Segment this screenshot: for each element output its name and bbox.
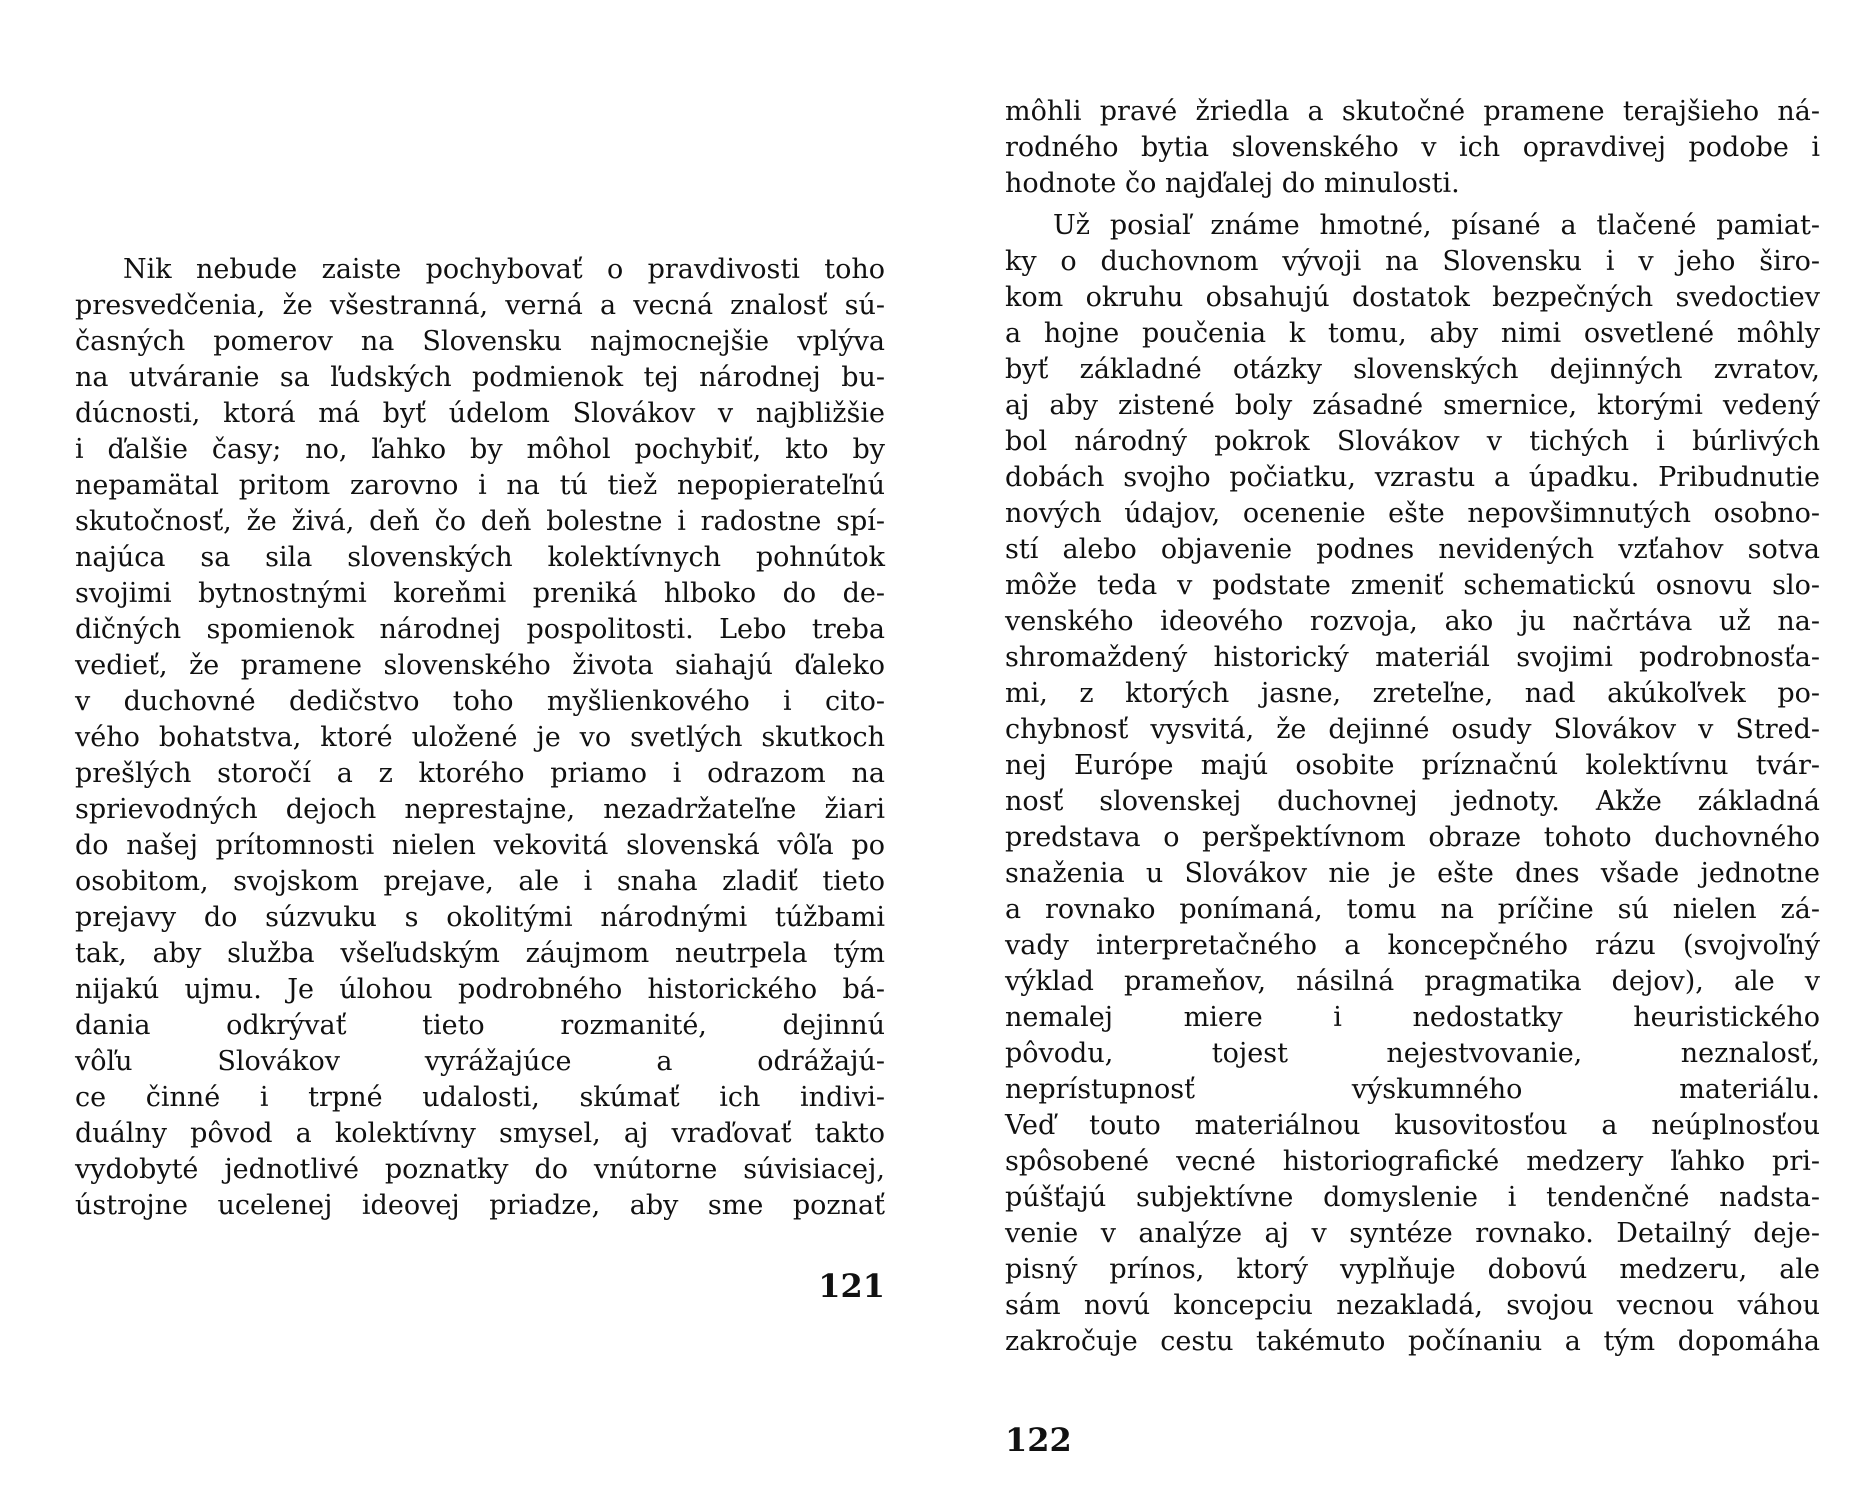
text-line: nej Európe majú osobite príznačnú kolektívnu tvár- <box>1005 750 1820 781</box>
text-line: prejavy do súzvuku s okolitými národnými túžbami <box>75 902 885 933</box>
text-line: kom okruhu obsahujú dostatok bezpečných svedoctiev <box>1005 282 1820 313</box>
text-line: osobitom, svojskom prejave, ale i snaha zladiť tieto <box>75 866 885 897</box>
text-line: nemalej miere i nedostatky heuristického <box>1005 1002 1820 1033</box>
text-line: shromaždený historický materiál svojimi podrobnosťa- <box>1005 642 1820 673</box>
text-line: nosť slovenskej duchovnej jednoty. Akže základná <box>1005 786 1820 817</box>
right-page-text <box>1005 94 1820 1360</box>
text-line: pisný prínos, ktorý vyplňuje dobovú medzeru, ale <box>1005 1254 1820 1285</box>
text-line: presvedčenia, že všestranná, verná a vecná znalosť sú- <box>75 290 885 321</box>
text-line: byť základné otázky slovenských dejinných zvratov, <box>1005 354 1820 385</box>
text-line: spôsobené vecné historiografické medzery ľahko pri- <box>1005 1146 1820 1177</box>
text-line: do našej prítomnosti nielen vekovitá slovenská vôľa po <box>75 830 885 861</box>
text-line: pôvodu, tojest nejestvovanie, neznalosť, <box>1005 1038 1820 1069</box>
text-line: hodnote čo najďalej do minulosti. <box>1005 168 1460 199</box>
text-line: Už posiaľ známe hmotné, písané a tlačené pamiat- <box>1053 210 1820 241</box>
text-line: zakročuje cestu takémuto počínaniu a tým dopomáha <box>1005 1326 1820 1357</box>
text-line: ústrojne ucelenej ideovej priadze, aby sme poznať <box>75 1190 885 1221</box>
text-line: snaženia u Slovákov nie je ešte dnes všade jednotne <box>1005 858 1820 889</box>
text-line: vého bohatstva, ktoré uložené je vo svetlých skutkoch <box>75 722 885 753</box>
text-line: vôľu Slovákov vyrážajúce a odrážajú- <box>75 1046 885 1077</box>
text-line: dúcnosti, ktorá má byť údelom Slovákov v najbližšie <box>75 398 885 429</box>
text-line: Nik nebude zaiste pochybovať o pravdivosti toho <box>123 254 885 285</box>
text-line: a rovnako ponímaná, tomu na príčine sú nielen zá- <box>1005 894 1820 925</box>
text-line: sprievodných dejoch neprestajne, nezadržateľne žiari <box>75 794 885 825</box>
text-line: svojimi bytnostnými koreňmi preniká hlboko do de- <box>75 578 885 609</box>
text-line: sám novú koncepciu nezakladá, svojou vecnou váhou <box>1005 1290 1820 1321</box>
text-line: a hojne poučenia k tomu, aby nimi osvetlené môhly <box>1005 318 1820 349</box>
page-number: 122 <box>1005 1421 1072 1459</box>
text-line: duálny pôvod a kolektívny smysel, aj vraďovať takto <box>75 1118 885 1149</box>
text-line: aj aby zistené boly zásadné smernice, ktorými vedený <box>1005 390 1820 421</box>
text-line: dičných spomienok národnej pospolitosti. Lebo treba <box>75 614 885 645</box>
text-line: na utváranie sa ľudských podmienok tej národnej bu- <box>75 362 885 393</box>
text-line: môhli pravé žriedla a skutočné pramene terajšieho ná- <box>1005 96 1820 127</box>
text-line: nepamätal pritom zarovno i na tú tiež nepopierateľnú <box>75 470 885 501</box>
text-line: dobách svojho počiatku, vzrastu a úpadku. Pribudnutie <box>1005 462 1820 493</box>
page-number: 121 <box>818 1267 885 1305</box>
text-line: predstava o peršpektívnom obraze tohoto duchovného <box>1005 822 1820 853</box>
text-line: ky o duchovnom vývoji na Slovensku i v jeho širo- <box>1005 246 1820 277</box>
text-line: Veď touto materiálnou kusovitosťou a neúplnosťou <box>1005 1110 1820 1141</box>
text-line: nijakú ujmu. Je úlohou podrobného historického bá- <box>75 974 885 1005</box>
text-line: najúca sa sila slovenských kolektívnych pohnútok <box>75 542 885 573</box>
text-line: bol národný pokrok Slovákov v tichých i búrlivých <box>1005 426 1820 457</box>
left-page-text <box>75 252 885 1224</box>
text-line: púšťajú subjektívne domyslenie i tendenčné nadsta- <box>1005 1182 1820 1213</box>
text-line: neprístupnosť výskumného materiálu. <box>1005 1074 1820 1105</box>
text-line: časných pomerov na Slovensku najmocnejšie vplýva <box>75 326 885 357</box>
text-line: venie v analýze aj v syntéze rovnako. Detailný deje- <box>1005 1218 1820 1249</box>
text-line: výklad prameňov, násilná pragmatika dejov), ale v <box>1005 966 1820 997</box>
text-line: tak, aby služba všeľudským záujmom neutrpela tým <box>75 938 885 969</box>
text-line: vydobyté jednotlivé poznatky do vnútorne súvisiacej, <box>75 1154 885 1185</box>
text-line: vady interpretačného a koncepčného rázu (svojvoľný <box>1005 930 1820 961</box>
text-line: v duchovné dedičstvo toho myšlienkového i cito- <box>75 686 885 717</box>
text-line: ce činné i trpné udalosti, skúmať ich indivi- <box>75 1082 885 1113</box>
text-line: môže teda v podstate zmeniť schematickú osnovu slo- <box>1005 570 1820 601</box>
text-line: chybnosť vysvitá, že dejinné osudy Slovákov v Stred- <box>1005 714 1820 745</box>
right-page <box>935 0 1870 1500</box>
text-line: venského ideového rozvoja, ako ju načrtáva už na- <box>1005 606 1820 637</box>
text-line: i ďalšie časy; no, ľahko by môhol pochybiť, kto by <box>75 434 885 465</box>
text-line: mi, z ktorých jasne, zreteľne, nad akúkoľvek po- <box>1005 678 1820 709</box>
text-line: rodného bytia slovenského v ich opravdivej podobe i <box>1005 132 1820 163</box>
text-line: vedieť, že pramene slovenského života siahajú ďaleko <box>75 650 885 681</box>
text-line: stí alebo objavenie podnes nevidených vzťahov sotva <box>1005 534 1820 565</box>
text-line: dania odkrývať tieto rozmanité, dejinnú <box>75 1010 885 1041</box>
text-line: skutočnosť, že živá, deň čo deň bolestne i radostne spí- <box>75 506 885 537</box>
text-line: prešlých storočí a z ktorého priamo i odrazom na <box>75 758 885 789</box>
text-line: nových údajov, ocenenie ešte nepovšimnutých osobno- <box>1005 498 1820 529</box>
